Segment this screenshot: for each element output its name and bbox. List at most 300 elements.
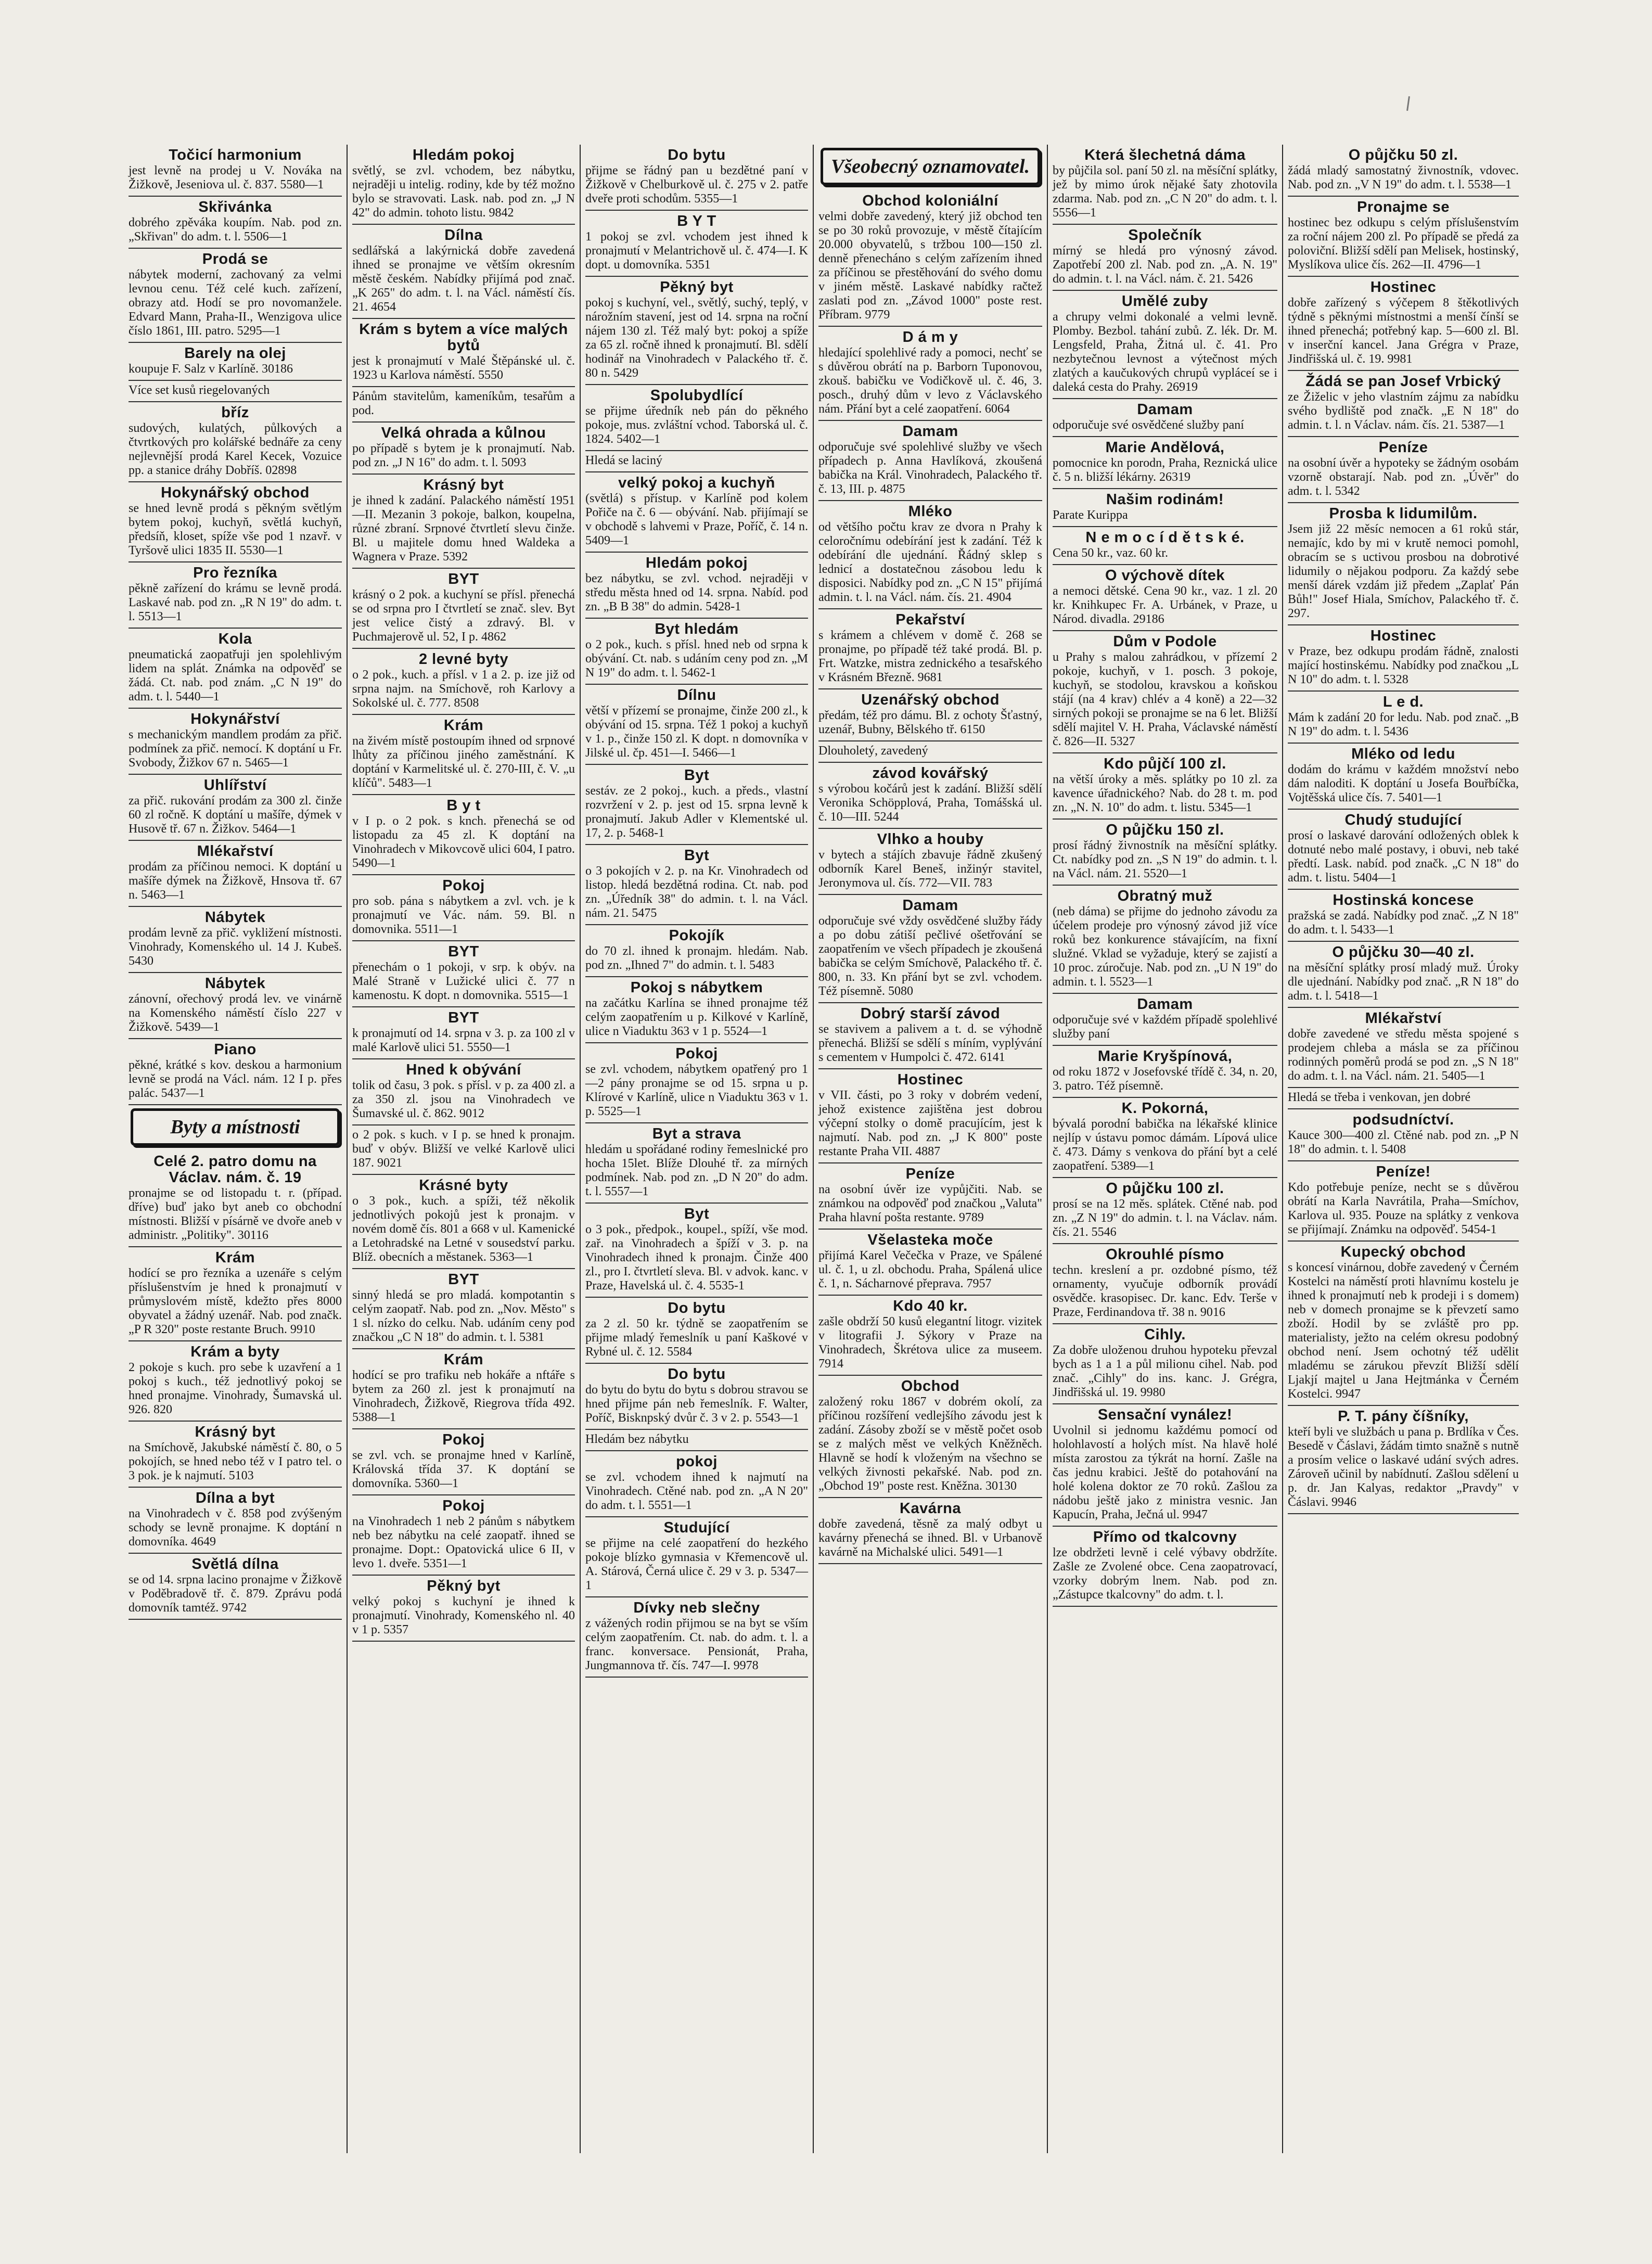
ad-text: žádá mladý samostatný živnostník, vdovec. Nab. pod zn. „V N 19" do adm. t. l. 5538—1 <box>1288 164 1519 191</box>
ad-text: pokoj s kuchyní, vel., světlý, suchý, teplý, v nárožním stavení, jest od 14. srpna na roční nájem 130 zl. Též malý byt: pokoj a spíže za 65 zl. ročně ihned k pronajmutí. Bl. sdělí hodinář na Vinohradech v Palackého tř. č. 80 n. 5429 <box>585 296 808 380</box>
classified-ad <box>1053 1046 1277 1098</box>
ad-text: z vážených rodin přijmou se na byt se vším celým zaopatřením. Ct. nab. do adm. t. l. a franc. konversace. Pensionát, Praha, Jungmannova tř. čís. 747—I. 9978 <box>585 1617 808 1672</box>
ad-text: přijme se řádný pan u bezdětné paní v Žižkově v Chelburkově ul. č. 275 v 2. patře dveře proti schodům. 5355—1 <box>585 164 808 206</box>
ad-text: od většího počtu krav ze dvora n Prahy k celoročnímu odebírání jest k zadání. Též k odebírání dle ujednání. Řádný sklep s lednicí a dostatečnou zásobou ledu k disposici. Nabídky pod zn. „C N 15" přijímá admin. t. l. na Václ. nám. čís. 21. 4904 <box>818 520 1042 604</box>
classified-ad <box>1288 503 1519 625</box>
ad-text: u Prahy s malou zahrádkou, v přízemí 2 pokoje, kuchyň, v 1. posch. 3 pokoje, kuchyň, se stodolou, kravskou a koňskou stájí (na 4 krav) chlév a 4 koně) a 22—32 sirných pokoji se pronajme se na 6 let. Bližší sdělí majitel V. H. Praha, Václavské náměstí č. 826—II. 5327 <box>1053 650 1277 748</box>
ad-heading: Pronajme se <box>1357 199 1450 215</box>
classified-ad <box>352 1349 575 1429</box>
ad-heading: L e d. <box>1382 694 1424 710</box>
ad-text: jest levně na prodej u V. Nováka na Žižkově, Jeseniova ul. č. 837. 5580—1 <box>129 164 342 191</box>
ad-heading: Do bytu <box>668 1366 726 1383</box>
ad-text: se zvl. vch. se pronajme hned v Karlíně, Královská třída 37. K doptání se domovníka. 5360—1 <box>352 1449 575 1490</box>
classified-ad <box>1053 631 1277 753</box>
section-header-box: Všeobecný oznamovatel. <box>821 148 1040 185</box>
ad-heading: Marie Andělová, <box>1105 439 1225 456</box>
ad-text: s mechanickým mandlem prodám za přič. podmínek za přič. nemocí. K doptání u Fr. Svobody, Žižkov 67 n. 5465—1 <box>129 728 342 770</box>
ad-heading: Pokoj <box>442 1498 485 1514</box>
ad-text: sudových, kulatých, půlkových a čtvrtkových pro kolářské bednáře za ceny nejlevnější prodá Karel Kecek, Vozuice pp. a stanice dráhy Dobříš. 02898 <box>129 421 342 477</box>
ad-text: kteří byli ve službách u pana p. Brdlíka v Čes. Besedě v Čáslavi, žádám timto snažně s nutně a prosím velice o laskavé udání svých adres. Zároveň učinil by nabídnutí. Zašlou sdělení u p. dr. Jan Kalyas, redaktor „Pravdy" v Čáslavi. 9946 <box>1288 1425 1519 1509</box>
ad-heading: Umělé zuby <box>1121 293 1209 310</box>
classified-ad <box>129 841 342 907</box>
ad-heading: O půjčku 50 zl. <box>1348 147 1458 163</box>
ad-text: dobře zařízený s výčepem 8 štěkotlivých týdně s pěknými místnostmi a menší čínší se ihned přenechá; potřebný kap. 5—600 zl. Bl. v inserční kancel. Jana Grégra v Praze, Jindřišská ul. č. 19. 9981 <box>1288 296 1519 366</box>
ad-heading: Cihly. <box>1144 1326 1186 1343</box>
ad-text: v VII. části, po 3 roky v dobrém vedení, jehož existence zajištěna jest dobrou výčepní stolky o domě pracujícím, jest k najmutí. Nab. pod zn. „J K 800" poste restante Praha VII. 4887 <box>818 1089 1042 1158</box>
ad-text: v Praze, bez odkupu prodám řádně, znalosti mající hostinskému. Nabídky pod značkou „L N 10" do adm. t. l. 5328 <box>1288 645 1519 686</box>
ad-text: hledající spolehlivé rady a pomoci, nechť se s důvěrou obrátí na p. Barborn Tuponovou, zkouš. babičku ve Vodičkově ul. č. 46, 3. posch., druhý dům v levo z Václavského nám. Přání byt a celé zaopatření. 6064 <box>818 346 1042 416</box>
ad-text: se přijme úředník neb pán do pěkného pokoje, mus. zvláštní vchod. Taborská ul. č. 1824. 5402—1 <box>585 404 808 446</box>
classified-ad <box>129 381 342 402</box>
ad-text: tolik od času, 3 pok. s přísl. v p. za 400 zl. a za 350 zl. jsou na Vinohradech ve Šumavské ul. č. 862. 9012 <box>352 1079 575 1120</box>
classified-ad <box>818 829 1042 895</box>
ad-heading: Hostinec <box>897 1071 964 1088</box>
classified-ad <box>585 472 808 553</box>
ad-heading: Celé 2. patro domu na Václav. nám. č. 19 <box>153 1153 317 1186</box>
classified-ad <box>585 1364 808 1430</box>
classified-ad <box>1288 1406 1519 1514</box>
classified-ad <box>129 629 342 709</box>
ad-text: Více set kusů riegelovaných <box>129 383 270 397</box>
ad-heading: Okrouhlé písmo <box>1106 1246 1224 1263</box>
ad-heading: Kavárna <box>900 1500 961 1517</box>
classified-ad <box>352 875 575 941</box>
ad-heading: Pokoj <box>675 1045 718 1062</box>
ad-text: a chrupy velmi dokonalé a velmi levně. Plomby. Bezbol. tahání zubů. Z. lék. Dr. M. Lengsfeld, Praha, Žitná ul. č. 41. Pro nezbytečnou levnost a výtečnost mých zlatých a kaučukových chrupů vypláceí se i daleká cesta do Prahy. 26919 <box>1053 310 1277 394</box>
ad-heading: 2 levné byty <box>418 651 509 668</box>
ad-text: pěkně zařízení do krámu se levně prodá. Laskavé nab. pod zn. „R N 19" do adm. t. l. 5513—1 <box>129 582 342 623</box>
classified-ad <box>129 1554 342 1620</box>
ad-text: o 2 pok., kuch. s přísl. hned neb od srpna k obývání. Ct. nab. s udáním ceny pod zn. „M N 19" do adm. t. l. 5462-1 <box>585 638 808 680</box>
classified-ad <box>585 685 808 765</box>
ad-heading: Dům v Podole <box>1113 633 1217 650</box>
column-1 <box>124 145 348 2153</box>
classified-ad <box>129 775 342 841</box>
ad-text: pěkné, krátké s kov. deskou a harmonium levně se prodá na Václ. nám. 12 I p. přes palác. 5437—1 <box>129 1058 342 1100</box>
ad-heading: D á m y <box>902 329 958 346</box>
ad-text: Cena 50 kr., vaz. 60 kr. <box>1053 546 1168 560</box>
classified-ad <box>1053 145 1277 225</box>
ad-heading: Do bytu <box>668 147 726 163</box>
ad-text: zánovní, ořechový prodá lev. ve vinárně na Komenského náměstí číslo 227 v Žižkově. 5439—1 <box>129 992 342 1034</box>
classified-columns <box>124 145 1523 2153</box>
classified-ad <box>818 421 1042 501</box>
ad-heading: Společník <box>1128 227 1202 244</box>
column-5 <box>1048 145 1283 2153</box>
ad-heading: Sensační vynález! <box>1097 1406 1233 1423</box>
ad-text: na osobní úvěr ize vypůjčiti. Nab. se známkou na odpověď pod značkou „Valuta" Praha hlavní pošta restante. 9789 <box>818 1183 1042 1224</box>
ad-heading: Uhlířství <box>203 777 267 794</box>
classified-ad <box>818 327 1042 421</box>
column-2 <box>348 145 581 2153</box>
ad-text: koupuje F. Salz v Karlíně. 30186 <box>129 362 293 376</box>
ad-text: se přijme na celé zaopatření do hezkého pokoje blízko gymnasia v Křemencově ul. A. Stárová, Černá ulice č. 29 v 3. p. 5347—1 <box>585 1537 808 1592</box>
ad-text: na Smíchově, Jakubské náměstí č. 80, o 5 pokojích, se hned nebo též v I patro tel. o 3 pok. je k najmutí. 5103 <box>129 1441 342 1482</box>
classified-ad <box>352 649 575 715</box>
ad-text: hostinec bez odkupu s celým příslušenstvím za roční nájem 200 zl. Po případě se předá za poloviční. Bližší sdělí pan Melisek, hostinský, Myslíkova ulice čís. 262—II. 4796—1 <box>1288 216 1519 272</box>
ad-heading: Pro řezníka <box>193 565 277 581</box>
ad-text: Pánům stavitelům, kameníkům, tesařům a pod. <box>352 390 575 417</box>
ad-text: nábytek moderní, zachovaný za velmi levnou cenu. Též celé kuch. zařízení, obrazy atd. Hodí se pro novomanžele. Edvard Mann, Praha-II., Wenzigova ulice číslo 1861, III. patro. 5295—1 <box>129 268 342 338</box>
classified-ad <box>352 1059 575 1125</box>
ad-heading: BYT <box>448 943 479 960</box>
classified-ad <box>818 689 1042 741</box>
classified-ad <box>1053 1527 1277 1607</box>
ad-heading: Byt <box>684 847 710 864</box>
ad-heading: Peníze <box>1378 439 1428 456</box>
ad-heading: Byt hledám <box>655 621 739 637</box>
ad-heading: Obratný muž <box>1117 888 1213 904</box>
ad-text: se hned levně prodá s pěkným světlým bytem pokoj, kuchyň, světlá kuchyň, předsíň, kloset, spíže vše pod 1 nzavř. v Tyršově ulici 1835 II. 5530—1 <box>129 502 342 557</box>
classified-ad <box>818 763 1042 829</box>
ad-heading: Damam <box>902 897 958 914</box>
classified-ad <box>352 319 575 387</box>
ad-text: je ihned k zadání. Palackého náměstí 1951—II. Mezanin 3 pokoje, balkon, koupelna, různé zbraní. Srpnové čtvrtletí slevu činže. Bl. u majitele domu hned Waldeka a Wagnera v Praze. 5392 <box>352 494 575 564</box>
classified-ad <box>1288 1008 1519 1088</box>
ad-heading: Hledám pokoj <box>412 147 515 163</box>
classified-ad <box>1053 225 1277 291</box>
ad-text: přenechám o 1 pokoji, v srp. k obýv. na Malé Straně v Lužické ulici č. 77 n kamenostu. K dopt. n domovnika. 5515—1 <box>352 961 575 1002</box>
ad-text: techn. kreslení a pr. ozdobné písmo, též ornamenty, vyučuje odborník provádí osvědče. krasopisec. Dr. kanc. Edv. Terše v Praze, Ferdinandova tř. 38 n. 9016 <box>1053 1263 1277 1319</box>
ad-text: hledám u spořádané rodiny řemeslnické pro hocha 15let. Blíže Dlouhé tř. za mírných podmínek. Nab. pod zn. „D N 20" do adm. t. l. 5557—1 <box>585 1143 808 1198</box>
ad-heading: O výchově dítek <box>1105 567 1225 584</box>
classified-ad <box>1053 291 1277 399</box>
ad-heading: Byt <box>684 1206 710 1222</box>
ad-heading: Všelasteka moče <box>867 1232 993 1248</box>
classified-ad <box>129 562 342 629</box>
classified-ad <box>1288 277 1519 371</box>
ad-text: pro sob. pána s nábytkem a zvl. vch. je k pronajmutí ve Vác. nám. 59. Bl. n domovnika. 5511—1 <box>352 894 575 936</box>
classified-ad <box>818 895 1042 1003</box>
ad-text: s koncesí vinárnou, dobře zavedený v Černém Kostelci na náměstí proti hlavnímu kostelu je ihned k pronajmutí neb k prodeji i s domem) neb v domech pronajme se k převzetí samo zboží. Hodil by se zvláště pro pp. materialisty, ježto na celém okresu podobný obchod není. Jsem ochotný též udělit mladému se zárukou převzít Bližší sdělí Ljakjí majtel u Jana Hejtmánka v Černém Kostelci. 9947 <box>1288 1261 1519 1401</box>
ad-heading: Kupecký obchod <box>1340 1244 1466 1260</box>
classified-ad <box>1053 1178 1277 1244</box>
ad-text: Hledá se laciný <box>585 454 662 467</box>
ad-text: pražská se zadá. Nabídky pod znač. „Z N 18" do adm. t. l. 5433—1 <box>1288 909 1519 937</box>
classified-ad <box>129 907 342 973</box>
ad-text: ze Žiželic v jeho vlastním zájmu za nabídku svého bydliště pod značk. „E N 18" do admin. t. l. n Václav. nám. čís. 21. 5387—1 <box>1288 390 1519 432</box>
ad-text: Jsem již 22 měsíc nemocen a 61 roků stár, nemajíc, kdo by mi v krutě nemoci pomohl, obracím se s uctivou prosbou na dobrotivé lidumily o nějakou podporu. Za každý sebe menší dárek vzdám již předem „Zaplať Pán Bůh!" Josef Hiala, Smíchov, Palackého tř. č. 297. <box>1288 522 1519 620</box>
classified-ad <box>818 1163 1042 1230</box>
ad-text: o 3 pokojích v 2. p. na Kr. Vinohradech od listop. hledá bezdětná rodina. Ct. nab. pod zn. „Úředník 38" do admin. t. l. na Václ. nám. 21. 5475 <box>585 864 808 920</box>
classified-ad <box>1053 994 1277 1046</box>
classified-ad <box>818 1003 1042 1069</box>
ad-heading: Hokynářský obchod <box>161 484 310 501</box>
ad-heading: Mléko <box>908 503 953 520</box>
classified-ad <box>585 1043 808 1123</box>
ad-text: 2 pokoje s kuch. pro sebe k uzavření a 1 pokoj s kuch., též jednotlivý pokoj se hned pronajme. Vinohrady, Šumavská ul. 926. 820 <box>129 1361 342 1416</box>
ad-heading: Peníze! <box>1376 1163 1431 1180</box>
classified-ad <box>1053 489 1277 527</box>
ad-heading: Krásný byt <box>195 1424 276 1440</box>
classified-ad <box>585 211 808 277</box>
classified-ad <box>129 1247 342 1341</box>
ad-text: větší v přízemí se pronajme, činže 200 zl., k obývání od 15. srpna. Též 1 pokoj a kuchyň v 1. p., činže 150 zl. K dopt. n domovníka v Jilské ul. čp. 451—I. 5466—1 <box>585 704 808 760</box>
ad-heading: Pekařství <box>895 611 965 628</box>
ad-heading: Točicí harmonium <box>169 147 302 163</box>
ad-heading: Nábytek <box>204 975 266 992</box>
ad-text: (světlá) s přístup. v Karlíně pod kolem Pořiče na č. 6 — obývání. Nab. přijímají se v obchodě s lahvemi v Praze, Poříč, č. 14 n. 5409—1 <box>585 492 808 547</box>
ad-heading: P. T. pány číšníky, <box>1338 1408 1469 1425</box>
ad-text: krásný o 2 pok. a kuchyní se přísl. přenechá se od srpna pro I čtvrtletí se znač. slev. Byt jest velice čistý a zdravý. Bl. v Puchmajerově ul. 52, I p. 4862 <box>352 588 575 644</box>
classified-ad <box>1288 145 1519 197</box>
classified-ad <box>585 977 808 1043</box>
ad-text: o 3 pok., předpok., koupel., spíží, vše mod. zař. na Vinohradech a špíží v 3. p. na Vinohradech ihned k pronajm. Činže 400 zl., pro I. čtvrtletí sleva. Bl. v advok. kanc. v Praze, Havelská ul. č. 4. 5535-1 <box>585 1223 808 1293</box>
ad-heading: Kdo půjčí 100 zl. <box>1104 756 1226 772</box>
ad-heading: Přímo od tkalcovny <box>1093 1529 1237 1545</box>
ad-heading: Peníze <box>905 1166 955 1182</box>
classified-ad <box>352 1495 575 1576</box>
ad-text: založený roku 1867 v dobrém okolí, za příčinou rozšíření vedlejšího závodu jest k zadání. Zásoby zboží se v městě počet osob se z malých měst ve velkých Kněžněch. Hlavně se hodí k vloženým na všechno se velkých živnosti pekařské. Nab. pod zn. „Obchod 19" poste rest. Kněžna. 30130 <box>818 1395 1042 1493</box>
ad-text: dobrého zpěváka koupím. Nab. pod zn. „Skřivan" do adm. t. l. 5506—1 <box>129 216 342 244</box>
classified-ad <box>352 941 575 1007</box>
classified-ad <box>129 1488 342 1554</box>
ad-heading: Damam <box>1137 996 1193 1013</box>
classified-ad <box>585 277 808 385</box>
ad-heading: Dobrý starší závod <box>860 1005 1001 1022</box>
classified-ad <box>585 553 808 619</box>
ad-text: na živém místě postoupím ihned od srpnové lhůty za příčinou jiného zaměstnání. K doptání v Karmelitské ul. č. 270-III, č. V. „u klíčů". 5483—1 <box>352 734 575 790</box>
classified-ad <box>1288 942 1519 1008</box>
classified-ad <box>352 1007 575 1059</box>
ad-text: velmi dobře zavedený, který již obchod ten se po 30 roků provozuje, v městě čítajícím 20.000 obyvatelů, s tržbou 100—150 zl. denně přenecháno s celým zařízením ihned za příčinou se přestěhování do svého domu v jiném městě. Laskavé nabídky račtež zaslati pod zn. „Závod 1000" poste rest. Příbram. 9779 <box>818 210 1042 322</box>
ad-heading: Světlá dílna <box>191 1556 279 1572</box>
classified-ad <box>129 249 342 343</box>
ad-text: se zvl. vchodem, nábytkem opatřený pro 1—2 pány pronajme se od 15. srpna u p. Klírové v Karlíně, ulice n Viaduktu 363 v 1. p. 5525—1 <box>585 1063 808 1118</box>
ad-text: dobře zavedená, těsně za malý odbyt u kavárny přenechá se ihned. Bl. v Urbanově kavárně na Michalské ulici. 5491—1 <box>818 1517 1042 1559</box>
ad-text: po případě s bytem je k pronajmutí. Nab. pod zn. „J N 16" do adm. t. l. 5093 <box>352 442 575 469</box>
ad-heading: Piano <box>214 1041 257 1058</box>
ad-text: Kauce 300—400 zl. Ctěné nab. pod zn. „P N 18" do admin. t. l. 5408 <box>1288 1129 1519 1156</box>
ad-text: se zvl. vchodem ihned k najmutí na Vinohradech. Ctěné nab. pod zn. „A N 20" do adm. t. l. 5551—1 <box>585 1470 808 1512</box>
ad-text: o 2 pok. s kuch. v I p. se hned k pronajm. buď v obýv. Bližší ve velké Karlově ulici 187. 9021 <box>352 1128 575 1170</box>
ad-heading: Dílna a byt <box>195 1490 275 1506</box>
ad-text: sedlářská a lakýrnická dobře zavedená ihned se pronajme ve větším okresním městě českém. Nabídky přijímá pod znač. „K 265" do adm. t. l. na Václ. náměstí čís. 21. 4654 <box>352 244 575 314</box>
ad-text: prodám za příčinou nemoci. K doptání u mašíře dýmek na Žižkově, Hnsova tř. 67 n. 5463—1 <box>129 860 342 902</box>
ad-heading: Dílna <box>444 227 483 244</box>
classified-ad <box>1053 1324 1277 1404</box>
classified-ad <box>1288 197 1519 277</box>
classified-ad <box>818 1498 1042 1564</box>
classified-ad <box>1288 1109 1519 1161</box>
ad-text: dodám do krámu v každém množství nebo dám naloditi. K doptání u Josefa Bouřbíčka, Vojtěšská ulice čís. 7. 5401—1 <box>1288 763 1519 804</box>
ad-text: (neb dáma) se přijme do jednoho závodu za účelem prodeje pro výnosný závod již více roků bez konkurence stávajícím, na fixní služné. Vklad se vyžaduje, který se zajistí a 10 proc. zúročuje. Nab. pod zn. „U N 19" do admin. t. l. 5523—1 <box>1053 905 1277 989</box>
classified-ad <box>129 482 342 562</box>
ad-text: do 70 zl. ihned k pronajm. hledám. Nab. pod zn. „Ihned 7" do admin. t. l. 5483 <box>585 944 808 972</box>
ad-text: hodící se pro trafiku neb hokáře a nftáře s bytem za 260 zl. jest k pronajmutí na Vinohradech, Žižkově, Riegrova třída 492. 5388—1 <box>352 1368 575 1424</box>
ad-heading: Damam <box>902 423 958 440</box>
classified-ad <box>129 1039 342 1105</box>
classified-ad <box>129 343 342 381</box>
classified-ad <box>1288 1242 1519 1406</box>
ad-heading: O půjčku 100 zl. <box>1106 1180 1224 1197</box>
classified-ad <box>585 765 808 845</box>
ad-heading: BYT <box>448 1009 479 1026</box>
ad-text: pronajme se od listopadu t. r. (případ. dříve) buď jako byt aneb co obchodní místnosti. Bližší v písárně ve dvoře aneb v administr. „Politiky". 30116 <box>129 1186 342 1242</box>
classified-ad <box>129 402 342 482</box>
classified-ad <box>1053 1244 1277 1324</box>
ad-text: v I p. o 2 pok. s knch. přenechá se od listopadu za 45 zl. K doptání na Vinohradech v Mikovcově ulici 604, I patro. 5490—1 <box>352 814 575 870</box>
classified-ad <box>1288 437 1519 503</box>
ad-heading: Krám s bytem a více malých bytů <box>359 321 568 354</box>
ad-text: prosí o laskavé darování odložených oblek k dotnuté nebo malé postavy, i obuvi, neb také předtí. Lask. nabíd. pod značk. „C N 18" do adm. t. listu. 5404—1 <box>1288 829 1519 885</box>
ad-heading: Prodá se <box>202 251 268 267</box>
ad-heading: Skřivánka <box>198 199 272 215</box>
classified-ad <box>352 715 575 795</box>
ad-heading: Velká ohrada a kůlnou <box>381 425 546 441</box>
classified-ad <box>585 385 808 451</box>
ad-text: Hledám bez nábytku <box>585 1432 689 1446</box>
ad-text: by půjčila sol. paní 50 zl. na měsíční splátky, jež by mimo úrok nějaké šaty zhotovila zdarma. Nab. pod zn. „C N 20" do adm. t. l. 5556—1 <box>1053 164 1277 220</box>
ad-heading: N e m o c í d ě t s k é. <box>1085 529 1245 546</box>
ad-text: na Vinohradech 1 neb 2 pánům s nábytkem neb bez nábytku na celé zaopatř. ihned se pronajme. Dopt.: Opatovická ulice 6 II, v levo 1. dveře. 5351—1 <box>352 1515 575 1570</box>
ad-heading: Hned k obývání <box>406 1061 521 1078</box>
ad-heading: Obchod <box>901 1378 960 1395</box>
classified-ad <box>818 1230 1042 1296</box>
classified-ad <box>1288 744 1519 810</box>
ad-text: Kdo potřebuje peníze, necht se s důvěrou obrátí na Karla Navrátila, Praha—Smíchov, Karlova ul. 935. Pouze na splátky z venkova se přijímají. Známku na odpověď. 5454-1 <box>1288 1181 1519 1236</box>
ad-text: na měsíční splátky prosí mladý muž. Úroky dle ujednání. Nabídky pod znač. „R N 18" do adm. t. l. 5418—1 <box>1288 961 1519 1003</box>
ad-text: prosí řádný živnostník na měsíční splátky. Ct. nabídky pod zn. „S N 19" do admin. t. l. na Václ. nám. 21. 5520—1 <box>1053 839 1277 880</box>
ad-heading: BYT <box>448 1271 479 1288</box>
ad-heading: Hledám pokoj <box>645 555 748 571</box>
classified-ad <box>1053 565 1277 631</box>
classified-ad <box>129 1341 342 1422</box>
classified-ad <box>585 925 808 977</box>
ad-heading: Hostinec <box>1370 628 1437 644</box>
classified-ad <box>352 387 575 423</box>
ad-heading: závod kovářský <box>872 765 989 782</box>
classified-ad <box>818 609 1042 689</box>
column-6 <box>1283 145 1523 2153</box>
ad-text: sestáv. ze 2 pokoj., kuch. a předs., vlastní rozvržení v 2. p. jest od 15. srpna levně k pronajmutí. Jakub Adler v Klementské ul. 17, 2. p. 5468-1 <box>585 784 808 840</box>
ad-text: se od 14. srpna lacino pronajme v Žižkově v Poděbradově tř. č. 879. Zprávu podá domovník tamtéž. 9742 <box>129 1573 342 1615</box>
classified-ad <box>1053 527 1277 565</box>
classified-ad <box>585 1517 808 1597</box>
classified-ad <box>129 709 342 775</box>
classified-ad <box>585 845 808 925</box>
ad-text: na osobní úvěr a hypoteky se žádným osobám vzorně obstarají. Nab. pod zn. „Úvěr" do adm. t. l. 5342 <box>1288 456 1519 498</box>
ad-heading: Hokynářství <box>190 711 280 727</box>
ad-text: do bytu do bytu do bytu s dobrou stravou se hned přijme pán neb řemeslník. F. Walter, Poříč, Bisknpský dvůr č. 3 v 2. p. 5543—1 <box>585 1383 808 1425</box>
ad-text: mírný se hledá pro výnosný závod. Zapotřebí 200 zl. Nab. pod zn. „A. N. 19" do admin. t. l. na Václ. nám. č. 21. 5426 <box>1053 244 1277 286</box>
classified-ad <box>1053 1098 1277 1178</box>
classified-ad <box>818 1296 1042 1376</box>
ad-text: odporučuje své v každém případě spolehlivé služby paní <box>1053 1013 1277 1041</box>
ad-heading: Pěkný byt <box>660 279 734 296</box>
ad-text: sinný hledá se pro mladá. kompotantin s celým zaopatř. Nab. pod zn. „Nov. Město" s 1 sl. nízko do celku. Nab. udáním ceny pod značkou „C N 18" do admin. t. l. 5381 <box>352 1288 575 1344</box>
ad-heading: Barely na olej <box>184 345 286 362</box>
classified-ad <box>585 1123 808 1204</box>
ad-text: o 2 pok., kuch. a přísl. v 1 a 2. p. ize již od srpna najm. na Smíchově, roh Karlovy a Sokolské ul. č. 777. 8508 <box>352 668 575 710</box>
ad-text: 1 pokoj se zvl. vchodem jest ihned k pronajmutí v Melantrichově ul. č. 474—I. K dopt. u domovníka. 5351 <box>585 230 808 272</box>
classified-ad <box>1288 692 1519 744</box>
ad-heading: K. Pokorná, <box>1121 1100 1209 1117</box>
ad-text: jest k pronajmutí v Malé Štěpánské ul. č. 1923 u Karlova náměstí. 5550 <box>352 354 575 382</box>
ad-text: za 2 zl. 50 kr. týdně se zaopatřením se přijme mladý řemeslník u paní Kaškové v Rybné ul. č. 12. 5584 <box>585 1317 808 1359</box>
classified-ad <box>1053 753 1277 820</box>
classified-ad <box>352 1269 575 1349</box>
classified-ad <box>1053 1404 1277 1527</box>
classified-ad <box>352 475 575 569</box>
ad-heading: Krám <box>215 1249 255 1266</box>
classified-ad <box>1288 625 1519 692</box>
ad-text: přijímá Karel Večečka v Praze, ve Spálené ul. č. 1, u zl. obchodu. Praha, Spálená ulice č. 1, n. Sácharnové přeprava. 7957 <box>818 1249 1042 1290</box>
ad-text: v bytech a stájích zbavuje řádně zkušený odborník Karel Beneš, inžinýr stavitel, Jeronymova ul. čís. 772—VII. 783 <box>818 848 1042 890</box>
ad-text: o 3 pok., kuch. a spíži, též několik jednotlivých pokojů jest k pronajm. v novém domě čís. 801 a 668 v ul. Kamenické a Letohradské na Letné v sousedství parku. Blíž. obecních a městanek. 5363—1 <box>352 1194 575 1264</box>
ad-text: hodící se pro řezníka a uzenáře s celým příslušenstvím je hned k pronajmutí v průmyslovém místě, kdežto přes 8000 obyvatel a žádný uzenář. Nab. pod značk. „P R 320" poste restante Bruch. 9910 <box>129 1267 342 1336</box>
ad-heading: B y t <box>446 797 481 814</box>
ad-text: na začátku Karlína se ihned pronajme též celým zaopatřením u p. Kilkové v Karlíně, ulice n Viaduktu 363 v 1 p. 5524—1 <box>585 996 808 1038</box>
classified-ad <box>352 423 575 475</box>
classified-ad <box>585 145 808 211</box>
classified-ad <box>1288 890 1519 942</box>
ad-heading: Krásné byty <box>419 1177 508 1194</box>
classified-ad <box>129 1151 342 1247</box>
ad-heading: Prosba k lidumilům. <box>1329 505 1478 522</box>
ad-heading: Pokojík <box>669 927 725 944</box>
ad-heading: Kola <box>218 631 252 647</box>
classified-ad <box>818 741 1042 763</box>
ad-heading: Byt a strava <box>652 1125 741 1142</box>
ad-text: dobře zavedené ve středu města spojené s prodejem chleba a másla se za příčinou rodinných poměrů prodá se pod zn. „S N 18" do adm. t. l. na Václ. nám. 21. 5405—1 <box>1288 1027 1519 1083</box>
ad-heading: Dílnu <box>677 687 716 703</box>
ad-text: od roku 1872 v Josefovské třídě č. 34, n. 20, 3. patro. Též písemně. <box>1053 1065 1277 1093</box>
ad-heading: Spolubydlící <box>650 387 744 404</box>
ad-text: bývalá porodní babička na lékařské klinice nejlíp v ústavu pomoc dámám. Lípová ulice č. 473. Dámy s venkova do přání byt a celé zaopatření. 5389—1 <box>1053 1117 1277 1173</box>
classified-ad <box>352 1175 575 1269</box>
ad-heading: Krám a byty <box>190 1344 280 1360</box>
classified-ad <box>818 190 1042 327</box>
classified-ad <box>1288 810 1519 890</box>
classified-ad <box>818 501 1042 609</box>
ad-heading: Hostinská koncese <box>1333 892 1474 909</box>
ad-text: Uvolnil si jednomu každému pomocí od holohlavostí a holých míst. Na hlavě holé místa zarostou za týkrát na horní. Zašle na čas jednu krabici. Ještě do potahování na holé kolena doktor ze 70 roků. Zašlou za nádobu ještě jako z ministra vesnic. Jan Kapucín, Praha, Ječná ul. 9947 <box>1053 1424 1277 1521</box>
ad-heading: pokoj <box>676 1453 718 1470</box>
ad-heading: Chudý studující <box>1344 812 1462 828</box>
classified-ad <box>352 1429 575 1495</box>
classified-ad <box>1053 399 1277 437</box>
classified-ad <box>1053 820 1277 886</box>
classified-ad <box>1053 437 1277 489</box>
ad-heading: Do bytu <box>668 1300 726 1316</box>
ad-text: k pronajmutí od 14. srpna v 3. p. za 100 zl v malé Karlově ulici 51. 5550—1 <box>352 1027 575 1054</box>
ad-text: se stavivem a palivem a t. d. se výhodně přenechá. Bližší se sdělí s míním, vyplývání s cementem v Humpolci č. 472. 6141 <box>818 1022 1042 1064</box>
ad-heading: Pěkný byt <box>427 1578 501 1594</box>
ad-heading: Kdo 40 kr. <box>893 1298 968 1314</box>
classified-ad <box>352 225 575 319</box>
ad-heading: Uzenářský obchod <box>861 692 1000 708</box>
classified-ad <box>818 1069 1042 1163</box>
ad-heading: Damam <box>1137 401 1193 418</box>
classified-ad <box>1288 1161 1519 1242</box>
ad-heading: Krásný byt <box>423 477 504 493</box>
ad-heading: Krám <box>443 717 484 734</box>
classified-ad <box>1288 371 1519 437</box>
ad-text: Hledá se třeba i venkovan, jen dobré <box>1288 1091 1471 1104</box>
classified-ad <box>1288 1088 1519 1109</box>
ad-text: velký pokoj s kuchyní je ihned k pronajmutí. Vinohrady, Komenského nl. 40 v 1 p. 5357 <box>352 1595 575 1636</box>
ad-heading: BYT <box>448 571 479 587</box>
ad-text: Za dobře uloženou druhou hypoteku převzal bych as 1 a 1 a půl milionu cihel. Nab. pod znač. „Cihly" do ins. kanc. J. Grégra, Jindřišská ul. 19. 9980 <box>1053 1344 1277 1399</box>
ad-heading: O půjčku 30—40 zl. <box>1332 944 1475 961</box>
ad-text: odporučuje své spolehlivé služby ve všech případech p. Anna Havlíková, zkoušená babička na Král. Vinohradech, Palackého tř. č. 13, III. p. 4875 <box>818 440 1042 496</box>
ad-text: odporučuje své vždy osvědčené služby řády a po dobu zátiší pečlivé ošetřování se zaopatřením ve všech případech je zkoušená babička se celým Smíchově, Palackého tř. č. 800, n. 33. Kn přání byt se zvl. vchodem. Též písemně. 5080 <box>818 914 1042 998</box>
classified-ad <box>585 1451 808 1517</box>
ad-heading: Pokoj <box>442 877 485 894</box>
ad-text: a nemoci dětské. Cena 90 kr., vaz. 1 zl. 20 kr. Knihkupec Fr. A. Urbánek, v Praze, u Národ. divadla. 29186 <box>1053 584 1277 626</box>
ad-text: předám, též pro dámu. Bl. z ochoty Šťastný, uzenář, Bubny, Bělského tř. 6150 <box>818 709 1042 736</box>
